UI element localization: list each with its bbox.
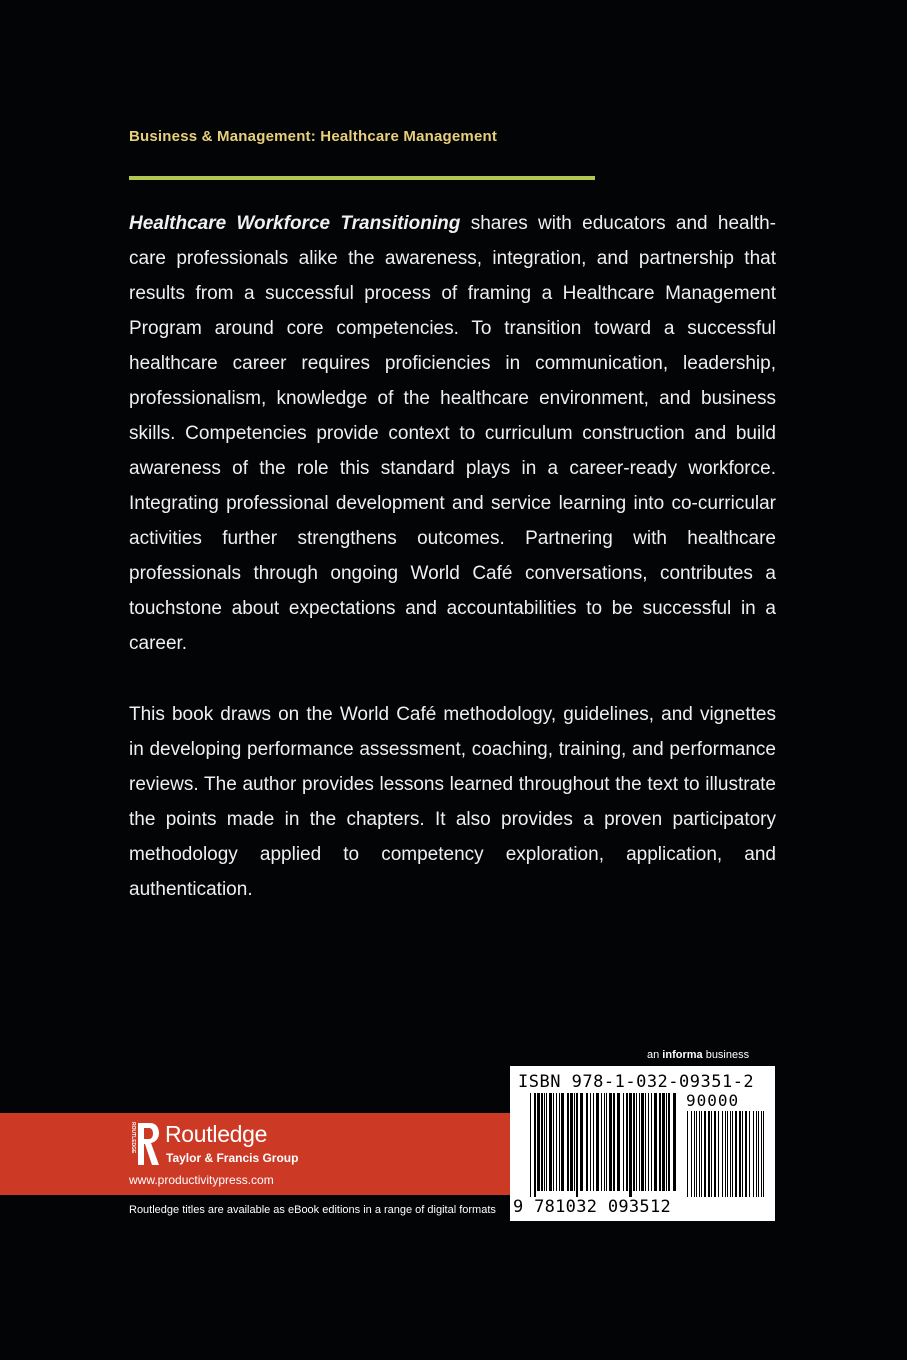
- barcode-bar: [596, 1093, 599, 1191]
- barcode-bar: [613, 1093, 615, 1191]
- barcode-bar: [727, 1111, 728, 1197]
- barcode-bar: [691, 1111, 692, 1197]
- barcode-bar: [711, 1111, 712, 1197]
- barcode-bar: [668, 1093, 670, 1191]
- barcode-bar: [662, 1093, 665, 1191]
- barcode-bar: [609, 1093, 612, 1191]
- barcode-bar: [586, 1093, 588, 1191]
- barcode-bar: [725, 1111, 726, 1197]
- barcode-bar: [546, 1093, 547, 1191]
- barcode-bar: [687, 1111, 688, 1197]
- isbn-barcode: [510, 1066, 775, 1221]
- barcode-bar: [756, 1111, 757, 1197]
- barcode-bar: [606, 1093, 607, 1191]
- barcode-bar: [722, 1111, 723, 1197]
- barcode-bar: [694, 1111, 695, 1197]
- barcode-bar: [732, 1111, 733, 1197]
- barcode-bar: [714, 1111, 716, 1197]
- barcode-digits: 9 781032 093512: [513, 1197, 672, 1217]
- barcode-bar: [641, 1093, 644, 1191]
- divider-rule: [129, 176, 595, 180]
- barcode-bar: [633, 1093, 635, 1191]
- barcode-bar: [696, 1111, 697, 1197]
- barcode-bar: [559, 1093, 560, 1191]
- barcode-bar: [753, 1111, 754, 1197]
- barcode-bar: [645, 1093, 646, 1191]
- barcode-bar: [735, 1111, 737, 1197]
- barcode-bar: [761, 1111, 762, 1197]
- barcode-bar: [718, 1111, 719, 1197]
- barcode-bar: [742, 1111, 743, 1197]
- barcode-bar: [704, 1111, 706, 1197]
- barcode-bar: [666, 1093, 667, 1191]
- routledge-logo-letters: ROUTLEDGE: [130, 1122, 136, 1154]
- barcode-bar: [580, 1093, 583, 1191]
- barcode-bar: [758, 1111, 759, 1197]
- barcode-bar: [629, 1093, 632, 1197]
- barcode-bar: [699, 1111, 700, 1197]
- blurb-paragraph-1-text: shares with educators and health-care professionals alike the awareness, integration, and partnership that results from a successful process of framing a Healthcare Management Program around core competencies. To transition toward a successful healthcare career requires proficiencies in communication, leadership, professionalism, knowledge of the healthcare environment, and business skills. Competencies provide context to curriculum construction and build awareness of the role this standard plays in a career-ready workforce. Integrating professional development and service learning into co-curricular activities further strengthens outcomes. Partnering with healthcare professionals through ongoing World Café conversations, contributes a touchstone about expectations and accountabilities to be successful in a career.: [129, 213, 776, 654]
- barcode-bar: [567, 1093, 569, 1191]
- subject-category: Business & Management: Healthcare Management: [129, 128, 498, 145]
- barcode-bar: [639, 1093, 640, 1191]
- price-code: 90000: [686, 1091, 740, 1110]
- barcode-bar: [701, 1111, 702, 1197]
- barcode-bar: [708, 1111, 710, 1197]
- barcode-bar: [745, 1111, 747, 1197]
- barcode-bar: [673, 1093, 676, 1191]
- barcode-bar: [626, 1093, 628, 1191]
- barcode-bar: [537, 1093, 540, 1191]
- routledge-logo-icon: [128, 1121, 160, 1167]
- barcode-bar: [730, 1111, 731, 1197]
- informa-brand: informa: [662, 1049, 703, 1061]
- barcode-bar: [544, 1093, 545, 1191]
- publisher-name: Routledge: [165, 1121, 268, 1147]
- barcode-bar: [590, 1093, 591, 1191]
- barcode-bar: [739, 1111, 741, 1197]
- blurb-paragraph-1: [129, 206, 776, 661]
- barcode-bar: [534, 1093, 536, 1197]
- addon-barcode-bars: [687, 1111, 767, 1197]
- barcode-bar: [648, 1093, 649, 1191]
- barcode-bar: [623, 1093, 624, 1191]
- barcode-bar: [593, 1093, 594, 1191]
- publisher-group: Taylor & Francis Group: [166, 1151, 299, 1165]
- barcode-bar: [549, 1093, 552, 1191]
- barcode-bar: [576, 1093, 578, 1197]
- barcode-bar: [601, 1093, 602, 1191]
- isbn-label: ISBN 978-1-032-09351-2: [518, 1072, 755, 1092]
- publisher-url: www.productivitypress.com: [129, 1173, 274, 1187]
- informa-tagline: an informa business: [647, 1049, 750, 1061]
- barcode-bar: [763, 1111, 764, 1197]
- barcode-bar: [654, 1093, 657, 1191]
- barcode-bar: [570, 1093, 573, 1191]
- barcode-bar: [561, 1093, 564, 1191]
- barcode-bar: [553, 1093, 554, 1191]
- barcode-bar: [541, 1093, 543, 1191]
- blurb-paragraph-2: This book draws on the World Café methodology, guidelines, and vignettes in developing performance assessment, coaching, training, and performance reviews. The author provides lessons learned throughout the text to illustrate the points made in the chapters. It also provides a proven participatory methodology applied to competency exploration, application, and authentication.: [129, 704, 776, 900]
- barcode-bar: [636, 1093, 637, 1191]
- barcode-bar: [574, 1093, 575, 1191]
- barcode-bar: [604, 1093, 605, 1191]
- barcode-bar: [749, 1111, 750, 1197]
- book-title-inline: Healthcare Workforce Transitioning: [129, 213, 461, 234]
- barcode-bar: [651, 1093, 652, 1191]
- ebook-note: Routledge titles are available as eBook editions in a range of digital formats: [129, 1204, 496, 1216]
- barcode-bar: [659, 1093, 661, 1191]
- barcode-bar: [617, 1093, 620, 1191]
- ean-barcode-bars: [530, 1093, 680, 1197]
- barcode-bar: [530, 1093, 531, 1197]
- barcode-bar: [556, 1093, 557, 1191]
